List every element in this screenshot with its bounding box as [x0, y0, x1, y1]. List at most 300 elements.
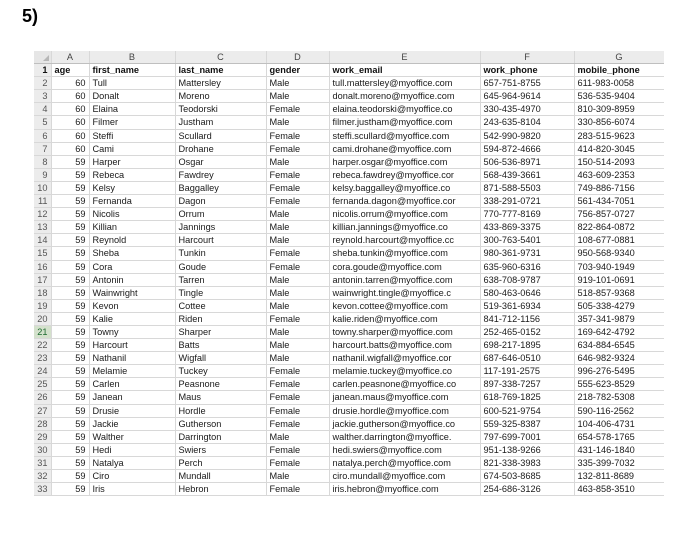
table-cell[interactable]: Antonin	[89, 273, 175, 286]
table-cell[interactable]: Batts	[175, 339, 266, 352]
table-cell[interactable]: 611-983-0058	[574, 77, 664, 90]
table-cell[interactable]: steffi.scullard@myoffice.com	[329, 129, 480, 142]
table-cell[interactable]: 654-578-1765	[574, 430, 664, 443]
table-cell[interactable]: Peasnone	[175, 378, 266, 391]
row-number[interactable]: 9	[34, 168, 51, 181]
row-number[interactable]: 2	[34, 77, 51, 90]
table-row	[34, 483, 664, 496]
table-cell[interactable]: 338-291-0721	[480, 195, 574, 208]
table-cell[interactable]: towny.sharper@myoffice.com	[329, 325, 480, 338]
table-cell[interactable]: janean.maus@myoffice.com	[329, 391, 480, 404]
table-cell[interactable]: 645-964-9614	[480, 90, 574, 103]
table-cell[interactable]: Dagon	[175, 195, 266, 208]
table-cell[interactable]: 59	[51, 417, 89, 430]
column-header-f[interactable]: F	[480, 51, 574, 64]
row-number[interactable]: 31	[34, 456, 51, 469]
table-cell[interactable]: 59	[51, 273, 89, 286]
table-cell[interactable]: 59	[51, 221, 89, 234]
table-cell[interactable]: 414-820-3045	[574, 142, 664, 155]
row-number[interactable]: 6	[34, 129, 51, 142]
table-cell[interactable]: Male	[266, 339, 329, 352]
table-cell[interactable]: Harcourt	[175, 234, 266, 247]
table-cell[interactable]: 330-856-6074	[574, 116, 664, 129]
table-cell[interactable]: Osgar	[175, 155, 266, 168]
table-cell[interactable]: 169-642-4792	[574, 325, 664, 338]
table-cell[interactable]: 357-341-9879	[574, 312, 664, 325]
table-cell[interactable]: Female	[266, 142, 329, 155]
table-cell[interactable]: tull.mattersley@myoffice.com	[329, 77, 480, 90]
table-cell[interactable]: 104-406-4731	[574, 417, 664, 430]
table-cell[interactable]: 60	[51, 129, 89, 142]
column-header-d[interactable]: D	[266, 51, 329, 64]
table-cell[interactable]: melamie.tuckey@myoffice.co	[329, 365, 480, 378]
table-cell[interactable]: Tingle	[175, 286, 266, 299]
table-cell[interactable]: Male	[266, 116, 329, 129]
table-cell[interactable]: Female	[266, 181, 329, 194]
table-cell[interactable]: drusie.hordle@myoffice.com	[329, 404, 480, 417]
table-cell[interactable]: Female	[266, 404, 329, 417]
table-row	[34, 339, 664, 352]
table-cell[interactable]: Orrum	[175, 208, 266, 221]
table-row	[34, 430, 664, 443]
table-row	[34, 103, 664, 116]
table-cell[interactable]: 555-623-8529	[574, 378, 664, 391]
table-cell[interactable]: Hebron	[175, 483, 266, 496]
table-cell[interactable]: 59	[51, 312, 89, 325]
table-cell[interactable]: 60	[51, 116, 89, 129]
table-row	[34, 378, 664, 391]
select-all-corner[interactable]	[34, 51, 51, 64]
table-cell[interactable]: 951-138-9266	[480, 443, 574, 456]
table-cell[interactable]: Nathanil	[89, 352, 175, 365]
table-row	[34, 325, 664, 338]
table-cell[interactable]: Male	[266, 273, 329, 286]
table-cell[interactable]: 821-338-3983	[480, 456, 574, 469]
table-cell[interactable]: 300-763-5401	[480, 234, 574, 247]
table-row	[34, 195, 664, 208]
table-cell[interactable]: 59	[51, 247, 89, 260]
table-cell[interactable]: Scullard	[175, 129, 266, 142]
table-row	[34, 247, 664, 260]
table-cell[interactable]: nicolis.orrum@myoffice.com	[329, 208, 480, 221]
table-cell[interactable]: Male	[266, 155, 329, 168]
table-cell[interactable]: Mundall	[175, 470, 266, 483]
table-cell[interactable]: 335-399-7032	[574, 456, 664, 469]
row-number[interactable]: 12	[34, 208, 51, 221]
table-cell[interactable]: Male	[266, 234, 329, 247]
table-cell[interactable]: 600-521-9754	[480, 404, 574, 417]
table-cell[interactable]: 60	[51, 90, 89, 103]
table-cell[interactable]: reynold.harcourt@myoffice.cc	[329, 234, 480, 247]
table-row	[34, 90, 664, 103]
table-cell[interactable]: Darrington	[175, 430, 266, 443]
table-row	[34, 456, 664, 469]
field-name-cell[interactable]: work_email	[329, 64, 480, 77]
field-name-cell[interactable]: work_phone	[480, 64, 574, 77]
row-number[interactable]: 25	[34, 378, 51, 391]
table-cell[interactable]: 218-782-5308	[574, 391, 664, 404]
table-cell[interactable]: 59	[51, 378, 89, 391]
table-cell[interactable]: Tull	[89, 77, 175, 90]
table-cell[interactable]: 252-465-0152	[480, 325, 574, 338]
table-cell[interactable]: kelsy.baggalley@myoffice.co	[329, 181, 480, 194]
table-cell[interactable]: Janean	[89, 391, 175, 404]
table-cell[interactable]: Female	[266, 456, 329, 469]
table-cell[interactable]: Steffi	[89, 129, 175, 142]
row-number[interactable]: 15	[34, 247, 51, 260]
table-cell[interactable]: 59	[51, 470, 89, 483]
table-cell[interactable]: Cora	[89, 260, 175, 273]
table-cell[interactable]: Cami	[89, 142, 175, 155]
table-row	[34, 208, 664, 221]
table-cell[interactable]: Tunkin	[175, 247, 266, 260]
table-cell[interactable]: 810-309-8959	[574, 103, 664, 116]
table-cell[interactable]: 132-811-8689	[574, 470, 664, 483]
table-cell[interactable]: Gutherson	[175, 417, 266, 430]
row-number[interactable]: 7	[34, 142, 51, 155]
table-cell[interactable]: 559-325-8387	[480, 417, 574, 430]
table-cell[interactable]: nathanil.wigfall@myoffice.cor	[329, 352, 480, 365]
table-cell[interactable]: Male	[266, 430, 329, 443]
table-cell[interactable]: 59	[51, 456, 89, 469]
table-cell[interactable]: 770-777-8169	[480, 208, 574, 221]
table-row	[34, 443, 664, 456]
table-cell[interactable]: Sharper	[175, 325, 266, 338]
field-name-cell[interactable]: age	[51, 64, 89, 77]
table-cell[interactable]: Hordle	[175, 404, 266, 417]
table-row	[34, 286, 664, 299]
table-cell[interactable]: 59	[51, 391, 89, 404]
table-cell[interactable]: Perch	[175, 456, 266, 469]
table-cell[interactable]: Riden	[175, 312, 266, 325]
table-cell[interactable]: 897-338-7257	[480, 378, 574, 391]
table-cell[interactable]: 59	[51, 339, 89, 352]
table-cell[interactable]: Female	[266, 483, 329, 496]
table-cell[interactable]: 283-515-9623	[574, 129, 664, 142]
table-cell[interactable]: 117-191-2575	[480, 365, 574, 378]
table-cell[interactable]: 635-960-6316	[480, 260, 574, 273]
table-row	[34, 391, 664, 404]
table-cell[interactable]: harcourt.batts@myoffice.com	[329, 339, 480, 352]
table-cell[interactable]: 60	[51, 77, 89, 90]
table-cell[interactable]: Fernanda	[89, 195, 175, 208]
table-cell[interactable]: 59	[51, 299, 89, 312]
table-row	[34, 129, 664, 142]
table-cell[interactable]: Ciro	[89, 470, 175, 483]
table-cell[interactable]: Female	[266, 129, 329, 142]
table-cell[interactable]: filmer.justham@myoffice.com	[329, 116, 480, 129]
table-cell[interactable]: 59	[51, 404, 89, 417]
table-cell[interactable]: 590-116-2562	[574, 404, 664, 417]
table-cell[interactable]: 698-217-1895	[480, 339, 574, 352]
table-cell[interactable]: 431-146-1840	[574, 443, 664, 456]
table-cell[interactable]: 505-338-4279	[574, 299, 664, 312]
table-cell[interactable]: kevon.cottee@myoffice.com	[329, 299, 480, 312]
column-header-c[interactable]: C	[175, 51, 266, 64]
table-cell[interactable]: Teodorski	[175, 103, 266, 116]
row-number[interactable]: 33	[34, 483, 51, 496]
table-cell[interactable]: 980-361-9731	[480, 247, 574, 260]
table-cell[interactable]: kalie.riden@myoffice.com	[329, 312, 480, 325]
row-number[interactable]: 14	[34, 234, 51, 247]
table-cell[interactable]: Moreno	[175, 90, 266, 103]
row-number[interactable]: 8	[34, 155, 51, 168]
table-cell[interactable]: Maus	[175, 391, 266, 404]
table-cell[interactable]: 243-635-8104	[480, 116, 574, 129]
table-cell[interactable]: Female	[266, 365, 329, 378]
table-cell[interactable]: 797-699-7001	[480, 430, 574, 443]
row-number[interactable]: 1	[34, 64, 51, 77]
column-header-e[interactable]: E	[329, 51, 480, 64]
column-header-g[interactable]: G	[574, 51, 664, 64]
table-cell[interactable]: sheba.tunkin@myoffice.com	[329, 247, 480, 260]
table-cell[interactable]: 59	[51, 155, 89, 168]
table-cell[interactable]: iris.hebron@myoffice.com	[329, 483, 480, 496]
table-cell[interactable]: 463-858-3510	[574, 483, 664, 496]
table-row	[34, 77, 664, 90]
table-cell[interactable]: Female	[266, 378, 329, 391]
table-cell[interactable]: Mattersley	[175, 77, 266, 90]
table-cell[interactable]: 638-708-9787	[480, 273, 574, 286]
table-cell[interactable]: Iris	[89, 483, 175, 496]
table-cell[interactable]: Female	[266, 312, 329, 325]
table-cell[interactable]: Kalie	[89, 312, 175, 325]
table-cell[interactable]: Walther	[89, 430, 175, 443]
table-cell[interactable]: 996-276-5495	[574, 365, 664, 378]
table-cell[interactable]: 580-463-0646	[480, 286, 574, 299]
select-all-icon	[43, 55, 49, 61]
table-cell[interactable]: 646-982-9324	[574, 352, 664, 365]
table-cell[interactable]: 594-872-4666	[480, 142, 574, 155]
table-cell[interactable]: 108-677-0881	[574, 234, 664, 247]
row-number[interactable]: 4	[34, 103, 51, 116]
table-cell[interactable]: Killian	[89, 221, 175, 234]
table-cell[interactable]: 542-990-9820	[480, 129, 574, 142]
row-number[interactable]: 24	[34, 365, 51, 378]
table-cell[interactable]: Baggalley	[175, 181, 266, 194]
table-cell[interactable]: Jackie	[89, 417, 175, 430]
table-cell[interactable]: Male	[266, 221, 329, 234]
table-cell[interactable]: Drohane	[175, 142, 266, 155]
table-cell[interactable]: 59	[51, 195, 89, 208]
table-cell[interactable]: 59	[51, 325, 89, 338]
row-number[interactable]: 11	[34, 195, 51, 208]
table-cell[interactable]: Male	[266, 325, 329, 338]
table-cell[interactable]: 59	[51, 352, 89, 365]
table-cell[interactable]: 687-646-0510	[480, 352, 574, 365]
table-cell[interactable]: cora.goude@myoffice.com	[329, 260, 480, 273]
field-name-cell[interactable]: first_name	[89, 64, 175, 77]
table-cell[interactable]: antonin.tarren@myoffice.com	[329, 273, 480, 286]
table-cell[interactable]: Justham	[175, 116, 266, 129]
table-cell[interactable]: Donalt	[89, 90, 175, 103]
table-cell[interactable]: 59	[51, 208, 89, 221]
table-cell[interactable]: Fawdrey	[175, 168, 266, 181]
table-cell[interactable]: 703-940-1949	[574, 260, 664, 273]
table-cell[interactable]: 568-439-3661	[480, 168, 574, 181]
table-cell[interactable]: 59	[51, 365, 89, 378]
table-cell[interactable]: walther.darrington@myoffice.	[329, 430, 480, 443]
table-cell[interactable]: Female	[266, 417, 329, 430]
table-cell[interactable]: 60	[51, 103, 89, 116]
table-cell[interactable]: Male	[266, 90, 329, 103]
table-cell[interactable]: Nicolis	[89, 208, 175, 221]
table-cell[interactable]: 657-751-8755	[480, 77, 574, 90]
table-cell[interactable]: donalt.moreno@myoffice.com	[329, 90, 480, 103]
table-cell[interactable]: Female	[266, 195, 329, 208]
table-cell[interactable]: Goude	[175, 260, 266, 273]
table-cell[interactable]: Female	[266, 391, 329, 404]
row-number[interactable]: 3	[34, 90, 51, 103]
table-cell[interactable]: Reynold	[89, 234, 175, 247]
table-cell[interactable]: Female	[266, 247, 329, 260]
row-number[interactable]: 29	[34, 430, 51, 443]
row-number[interactable]: 23	[34, 352, 51, 365]
row-number[interactable]: 27	[34, 404, 51, 417]
table-cell[interactable]: 150-514-2093	[574, 155, 664, 168]
table-cell[interactable]: cami.drohane@myoffice.com	[329, 142, 480, 155]
table-cell[interactable]: rebeca.fawdrey@myoffice.cor	[329, 168, 480, 181]
table-cell[interactable]: 59	[51, 260, 89, 273]
row-number[interactable]: 19	[34, 299, 51, 312]
row-number[interactable]: 17	[34, 273, 51, 286]
table-cell[interactable]: Natalya	[89, 456, 175, 469]
table-cell[interactable]: 59	[51, 168, 89, 181]
table-cell[interactable]: 60	[51, 142, 89, 155]
table-cell[interactable]: killian.jannings@myoffice.co	[329, 221, 480, 234]
table-cell[interactable]: 536-535-9404	[574, 90, 664, 103]
table-cell[interactable]: hedi.swiers@myoffice.com	[329, 443, 480, 456]
table-row	[34, 260, 664, 273]
table-cell[interactable]: 59	[51, 483, 89, 496]
table-cell[interactable]: 634-884-6545	[574, 339, 664, 352]
table-cell[interactable]: 433-869-3375	[480, 221, 574, 234]
table-cell[interactable]: Female	[266, 260, 329, 273]
table-cell[interactable]: Harper	[89, 155, 175, 168]
table-cell[interactable]: 919-101-0691	[574, 273, 664, 286]
table-row	[34, 365, 664, 378]
table-cell[interactable]: Tuckey	[175, 365, 266, 378]
table-cell[interactable]: 59	[51, 430, 89, 443]
table-cell[interactable]: 506-536-8971	[480, 155, 574, 168]
row-number[interactable]: 13	[34, 221, 51, 234]
table-cell[interactable]: Hedi	[89, 443, 175, 456]
table-cell[interactable]: Wigfall	[175, 352, 266, 365]
table-cell[interactable]: 756-857-0727	[574, 208, 664, 221]
question-number: 5)	[22, 6, 39, 26]
table-cell[interactable]: Sheba	[89, 247, 175, 260]
table-cell[interactable]: 871-588-5503	[480, 181, 574, 194]
table-cell[interactable]: 254-686-3126	[480, 483, 574, 496]
table-cell[interactable]: 330-435-4970	[480, 103, 574, 116]
row-number[interactable]: 20	[34, 312, 51, 325]
table-cell[interactable]: Tarren	[175, 273, 266, 286]
table-row	[34, 221, 664, 234]
table-cell[interactable]: Male	[266, 208, 329, 221]
row-number[interactable]: 22	[34, 339, 51, 352]
table-cell[interactable]: 841-712-1156	[480, 312, 574, 325]
field-name-cell[interactable]: last_name	[175, 64, 266, 77]
table-cell[interactable]: Towny	[89, 325, 175, 338]
table-row	[34, 470, 664, 483]
table-cell[interactable]: Melamie	[89, 365, 175, 378]
table-cell[interactable]: 561-434-7051	[574, 195, 664, 208]
table-cell[interactable]: 463-609-2353	[574, 168, 664, 181]
table-cell[interactable]: 59	[51, 286, 89, 299]
table-cell[interactable]: Male	[266, 286, 329, 299]
table-cell[interactable]: 518-857-9368	[574, 286, 664, 299]
column-header-b[interactable]: B	[89, 51, 175, 64]
table-cell[interactable]: Drusie	[89, 404, 175, 417]
row-number[interactable]: 10	[34, 181, 51, 194]
table-cell[interactable]: Swiers	[175, 443, 266, 456]
table-cell[interactable]: harper.osgar@myoffice.com	[329, 155, 480, 168]
table-cell[interactable]: 822-864-0872	[574, 221, 664, 234]
field-name-cell[interactable]: mobile_phone	[574, 64, 664, 77]
row-number[interactable]: 5	[34, 116, 51, 129]
table-cell[interactable]: Filmer	[89, 116, 175, 129]
row-number[interactable]: 18	[34, 286, 51, 299]
table-row	[34, 417, 664, 430]
row-number[interactable]: 16	[34, 260, 51, 273]
row-number[interactable]: 32	[34, 470, 51, 483]
table-cell[interactable]: Female	[266, 443, 329, 456]
table-cell[interactable]: 59	[51, 443, 89, 456]
row-number[interactable]: 26	[34, 391, 51, 404]
table-cell[interactable]: Carlen	[89, 378, 175, 391]
table-row	[34, 352, 664, 365]
table-cell[interactable]: ciro.mundall@myoffice.com	[329, 470, 480, 483]
table-cell[interactable]: elaina.teodorski@myoffice.co	[329, 103, 480, 116]
table-cell[interactable]: 519-361-6934	[480, 299, 574, 312]
table-cell[interactable]: 618-769-1825	[480, 391, 574, 404]
table-cell[interactable]: natalya.perch@myoffice.com	[329, 456, 480, 469]
table-cell[interactable]: Harcourt	[89, 339, 175, 352]
table-cell[interactable]: 674-503-8685	[480, 470, 574, 483]
column-header-a[interactable]: A	[51, 51, 89, 64]
table-row	[34, 155, 664, 168]
table-cell[interactable]: 59	[51, 181, 89, 194]
table-cell[interactable]: Male	[266, 352, 329, 365]
table-cell[interactable]: Kevon	[89, 299, 175, 312]
table-cell[interactable]: Female	[266, 103, 329, 116]
spreadsheet	[34, 51, 664, 498]
field-name-cell[interactable]: gender	[266, 64, 329, 77]
table-cell[interactable]: Male	[266, 77, 329, 90]
table-cell[interactable]: wainwright.tingle@myoffice.c	[329, 286, 480, 299]
table-cell[interactable]: jackie.gutherson@myoffice.co	[329, 417, 480, 430]
row-number[interactable]: 30	[34, 443, 51, 456]
table-cell[interactable]: 950-568-9340	[574, 247, 664, 260]
table-cell[interactable]: Female	[266, 168, 329, 181]
table-cell[interactable]: fernanda.dagon@myoffice.cor	[329, 195, 480, 208]
row-number[interactable]: 28	[34, 417, 51, 430]
table-cell[interactable]: 59	[51, 234, 89, 247]
table-cell[interactable]: carlen.peasnone@myoffice.co	[329, 378, 480, 391]
table-cell[interactable]: Male	[266, 470, 329, 483]
table-cell[interactable]: Wainwright	[89, 286, 175, 299]
row-number[interactable]: 21	[34, 325, 51, 338]
table-row	[34, 142, 664, 155]
table-cell[interactable]: Cottee	[175, 299, 266, 312]
column-header-row	[34, 51, 664, 64]
table-cell[interactable]: Elaina	[89, 103, 175, 116]
table-cell[interactable]: Male	[266, 299, 329, 312]
table-cell[interactable]: Rebeca	[89, 168, 175, 181]
table-cell[interactable]: Kelsy	[89, 181, 175, 194]
table-cell[interactable]: Jannings	[175, 221, 266, 234]
table-cell[interactable]: 749-886-7156	[574, 181, 664, 194]
